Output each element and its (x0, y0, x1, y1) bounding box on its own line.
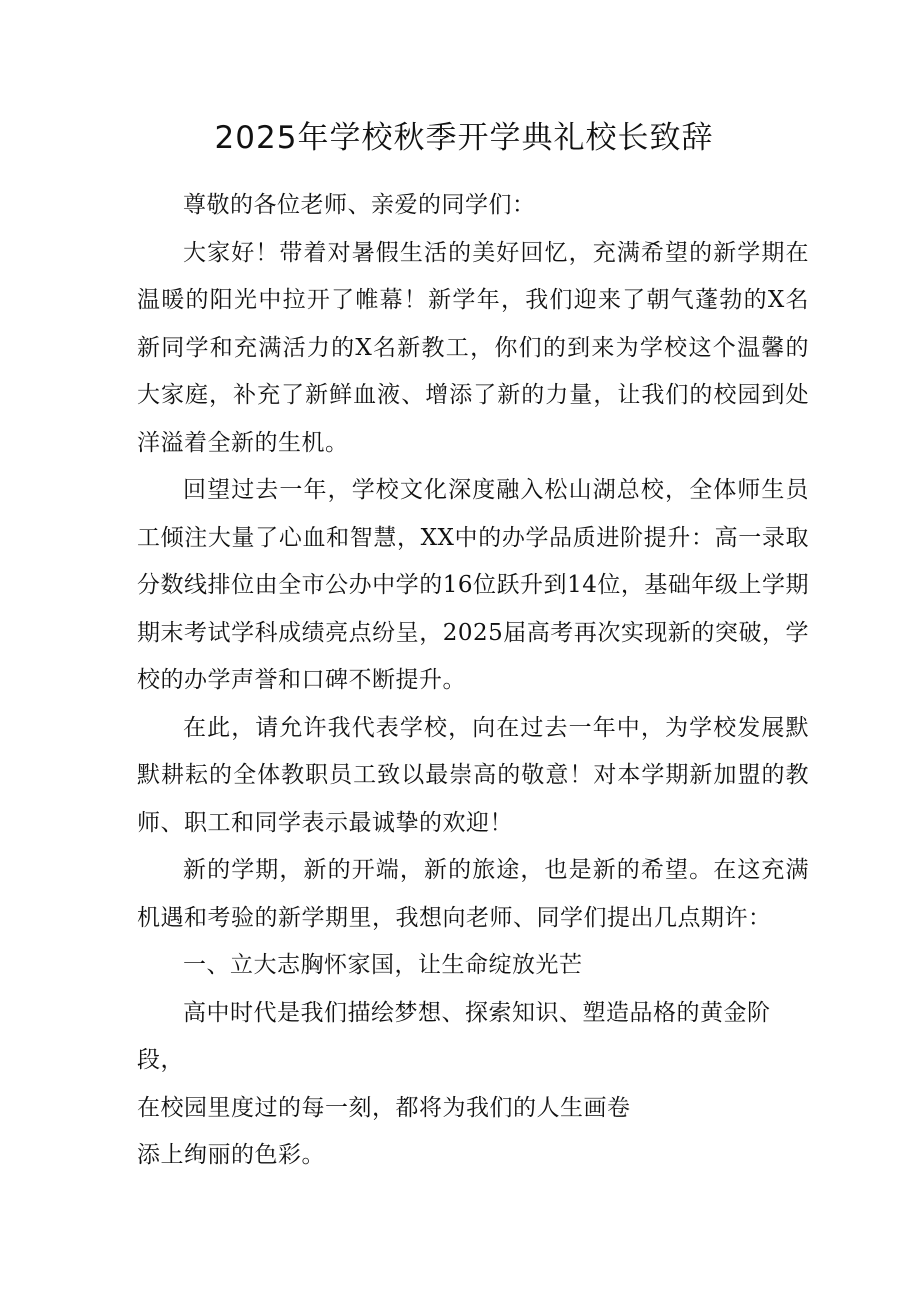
salutation: 尊敬的各位老师、亲爱的同学们： (183, 192, 536, 218)
document-body (137, 182, 809, 1180)
paragraph-high-school-line2: 在校园里度过的每一刻，都将为我们的人生画卷 (137, 1094, 631, 1121)
document-title: 2025年学校秋季开学典礼校长致辞 (214, 120, 714, 156)
paragraph-high-school-line3: 添上绚丽的色彩。 (137, 1142, 325, 1168)
paragraph-expectations: 新的学期，新的开端，新的旅途，也是新的希望。在这充满机遇和考验的新学期里，我想向老师、同学们提出几点期许： (137, 857, 809, 931)
paragraph-review: 回望过去一年，学校文化深度融入松山湖总校，全体师生员工倾注大量了心血和智慧，XX中的办学品质进阶提升：高一录取分数线排位由全市公办中学的16位跃升到14位，基础年级上学期期末考试学科成绩亮点纷呈，2025届高考再次实现新的突破，学校的办学声誉和口碑不断提升。 (137, 477, 809, 693)
paragraph-high-school-line1: 高中时代是我们描绘梦想、探索知识、塑造品格的黄金阶段， (137, 999, 771, 1073)
paragraph-greeting: 大家好！带着对暑假生活的美好回忆，充满希望的新学期在温暖的阳光中拉开了帷幕！新学年，我们迎来了朝气蓬勃的X名新同学和充满活力的X名新教工，你们的到来为学校这个温馨的大家庭，补充了新鲜血液、增添了新的力量，让我们的校园到处洋溢着全新的生机。 (137, 239, 809, 456)
paragraph-thanks: 在此，请允许我代表学校，向在过去一年中，为学校发展默默耕耘的全体教职员工致以最崇高的敬意！对本学期新加盟的教师、职工和同学表示最诚挚的欢迎！ (137, 714, 809, 836)
section-heading: 一、立大志胸怀家国，让生命绽放光芒 (183, 952, 583, 978)
